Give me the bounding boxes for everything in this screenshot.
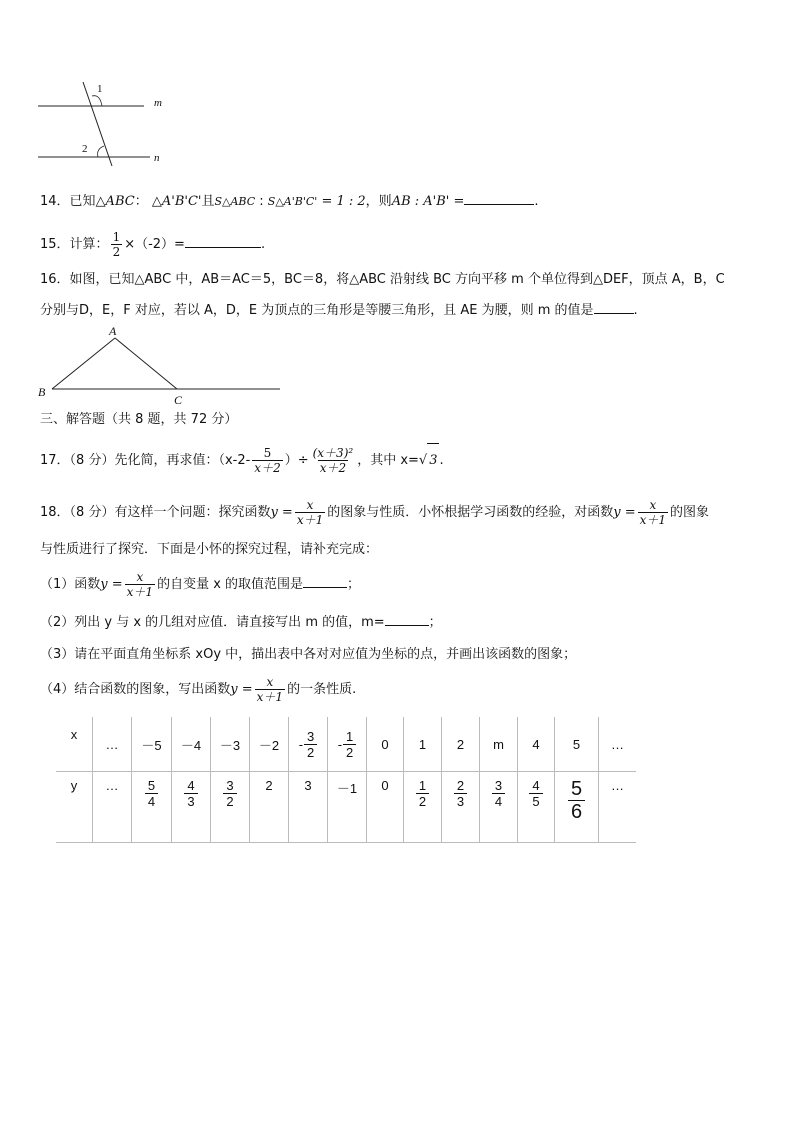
q18-p4-fraction — [255, 675, 285, 704]
q14-area1: S△ABC — [214, 195, 256, 208]
vertex-a-label: A — [109, 324, 117, 338]
side-ab — [52, 338, 115, 389]
table-row-x — [56, 717, 636, 772]
q17-f2-den: x＋2 — [319, 461, 347, 475]
q18-p1-f-num: x — [136, 570, 144, 584]
parallel-lines-figure — [30, 78, 180, 168]
q15-pre: 计算： — [69, 237, 109, 252]
x-value-cell: 4 — [518, 717, 555, 772]
side-ac — [115, 338, 177, 389]
q17-sqrt-value: 3 — [427, 443, 439, 478]
angle-2-arc — [98, 146, 104, 157]
vertex-c-label: C — [174, 393, 183, 407]
q18-f-num: x — [306, 498, 314, 512]
q18-y-eq: y = — [270, 505, 293, 520]
angle-2-label: 2 — [82, 143, 88, 155]
q14-end: . — [534, 194, 539, 209]
question-18-line2: 与性质进行了探究．下面是小怀的探究过程，请补充完成： — [40, 542, 379, 557]
q18-p4-pre: （4）结合函数的图象，写出函数 — [40, 682, 231, 697]
q17-mid: ）÷ — [284, 453, 309, 468]
q18-end: 的图象 — [670, 505, 710, 520]
q18-f2-den: x＋1 — [639, 513, 667, 527]
y-value-cell: 3 — [289, 772, 328, 843]
x-value-cell: －2 — [250, 717, 289, 772]
q18-mid: 的图象与性质．小怀根据学习函数的经验，对函数 — [327, 505, 614, 520]
q14-colon2: : — [255, 194, 268, 209]
question-17 — [40, 443, 444, 478]
q18-part-1 — [40, 568, 360, 602]
q18-f-den: x＋1 — [296, 513, 324, 527]
q18-function-fraction-2 — [638, 498, 668, 527]
q18-p4-f-den: x＋1 — [256, 690, 284, 704]
y-value-cell: 0 — [367, 772, 404, 843]
q17-f1-num: 5 — [263, 446, 272, 460]
angle-1-label: 1 — [97, 83, 103, 95]
q18-y-eq-2: y = — [613, 505, 636, 520]
q14-answer-blank[interactable] — [464, 192, 534, 205]
question-15 — [40, 230, 265, 259]
question-14 — [40, 192, 539, 212]
question-16-line1: 16．如图，已知△ABC 中，AB＝AC＝5，BC＝8，将△ABC 沿射线 BC 方向平移 m 个单位得到△DEF，顶点 A，B，C — [40, 272, 725, 287]
y-value-cell: … — [93, 772, 132, 843]
q14-tri2: △A'B'C' — [151, 194, 202, 209]
x-value-cell: －5 — [132, 717, 172, 772]
y-value-cell: 4 3 — [172, 772, 211, 843]
table-row-y — [56, 772, 636, 843]
q17-tail: ，其中 x= — [357, 453, 419, 468]
vertex-b-label: B — [38, 385, 46, 399]
x-value-cell: m — [480, 717, 518, 772]
q14-colon: ： — [134, 194, 148, 209]
q15-frac-num: 1 — [112, 230, 121, 244]
q14-tri1: △ABC — [95, 194, 135, 209]
q16-answer-blank[interactable] — [594, 301, 634, 314]
q17-fraction-1 — [252, 446, 282, 475]
y-value-cell: 1 2 — [404, 772, 442, 843]
q15-fraction — [111, 230, 123, 259]
x-value-cell: 0 — [367, 717, 404, 772]
q18-p2-end: ； — [428, 615, 442, 630]
question-16-line2 — [40, 301, 638, 321]
q15-number: 15． — [40, 237, 70, 252]
x-value-cell: - 3 2 — [289, 717, 328, 772]
q14-area2: S△A'B'C' — [267, 195, 318, 208]
q16-end: . — [633, 303, 638, 318]
q17-prefix: 17．（8 分）先化简，再求值：（x-2- — [40, 453, 251, 468]
y-value-cell: 5 6 — [555, 772, 599, 843]
q17-f1-den: x＋2 — [254, 461, 281, 475]
q18-p2-text: （2）列出 y 与 x 的几组对应值．请直接写出 m 的值，m= — [40, 615, 385, 630]
x-value-cell: 2 — [442, 717, 480, 772]
q18-p1-fraction — [125, 570, 155, 599]
x-value-cell: －3 — [211, 717, 250, 772]
angle-1-arc — [92, 96, 102, 106]
y-value-cell: 5 4 — [132, 772, 172, 843]
q18-function-fraction — [295, 498, 325, 527]
q14-then: ，则 — [365, 194, 392, 209]
q14-and: 且 — [201, 194, 215, 209]
line-m-label: m — [154, 97, 162, 109]
q18-p1-f-den: x＋1 — [126, 585, 154, 599]
q17-fraction-2 — [311, 446, 356, 475]
q18-part-4 — [40, 673, 356, 707]
question-18-line1 — [40, 496, 709, 530]
q17-sqrt-sign: √ — [418, 453, 428, 468]
q18-p1-pre: （1）函数 — [40, 577, 101, 592]
q18-pre: 18．（8 分）有这样一个问题：探究函数 — [40, 505, 271, 520]
q18-p4-y-eq: y = — [230, 682, 253, 697]
q18-p1-answer-blank[interactable] — [303, 575, 347, 588]
x-value-cell: －4 — [172, 717, 211, 772]
x-value-cell: - 1 2 — [328, 717, 367, 772]
q17-f2-num: (x＋3)² — [312, 446, 354, 460]
section-3-heading: 三、解答题（共 8 题，共 72 分） — [40, 412, 238, 427]
q15-frac-den: 2 — [112, 245, 121, 259]
q16-line2-text: 分别与D，E，F 对应，若以 A，D，E 为顶点的三角形是等腰三角形，且 AE 为腰，则 m 的值是 — [40, 303, 594, 318]
xy-value-table — [56, 716, 636, 843]
y-value-cell: 4 5 — [518, 772, 555, 843]
q18-part-3: （3）请在平面直角坐标系 xOy 中，描出表中各对对应值为坐标的点，并画出该函数的图象； — [40, 647, 577, 662]
q18-p1-post: 的自变量 x 的取值范围是 — [157, 577, 304, 592]
x-value-cell: 1 — [404, 717, 442, 772]
q18-p4-post: 的一条性质. — [287, 682, 357, 697]
q15-end: . — [260, 237, 266, 252]
q14-ratio: = 1 : 2 — [321, 194, 366, 209]
y-value-cell: 2 — [250, 772, 289, 843]
q15-rest: ×（-2）= — [124, 237, 185, 252]
q18-p2-answer-blank[interactable] — [385, 613, 429, 626]
q18-p1-end: ； — [347, 577, 361, 592]
line-n-label: n — [154, 152, 160, 164]
triangle-figure — [32, 322, 292, 408]
q15-answer-blank[interactable] — [185, 235, 261, 248]
x-header-cell: x — [56, 717, 93, 772]
x-value-cell: … — [93, 717, 132, 772]
q18-part-2 — [40, 613, 442, 633]
q14-ask: AB : A'B' = — [391, 194, 465, 209]
y-value-cell: 2 3 — [442, 772, 480, 843]
q18-p4-f-num: x — [266, 675, 274, 689]
y-value-cell: … — [599, 772, 637, 843]
y-value-cell: 3 2 — [211, 772, 250, 843]
q17-end: . — [439, 453, 444, 468]
y-header-cell: y — [56, 772, 93, 843]
x-value-cell: 5 — [555, 717, 599, 772]
q14-pre: 已知 — [69, 194, 96, 209]
y-value-cell: －1 — [328, 772, 367, 843]
q18-p1-y-eq: y = — [100, 577, 123, 592]
q18-f2-num: x — [649, 498, 657, 512]
y-value-cell: 3 4 — [480, 772, 518, 843]
x-value-cell: … — [599, 717, 637, 772]
q14-number: 14． — [40, 194, 70, 209]
